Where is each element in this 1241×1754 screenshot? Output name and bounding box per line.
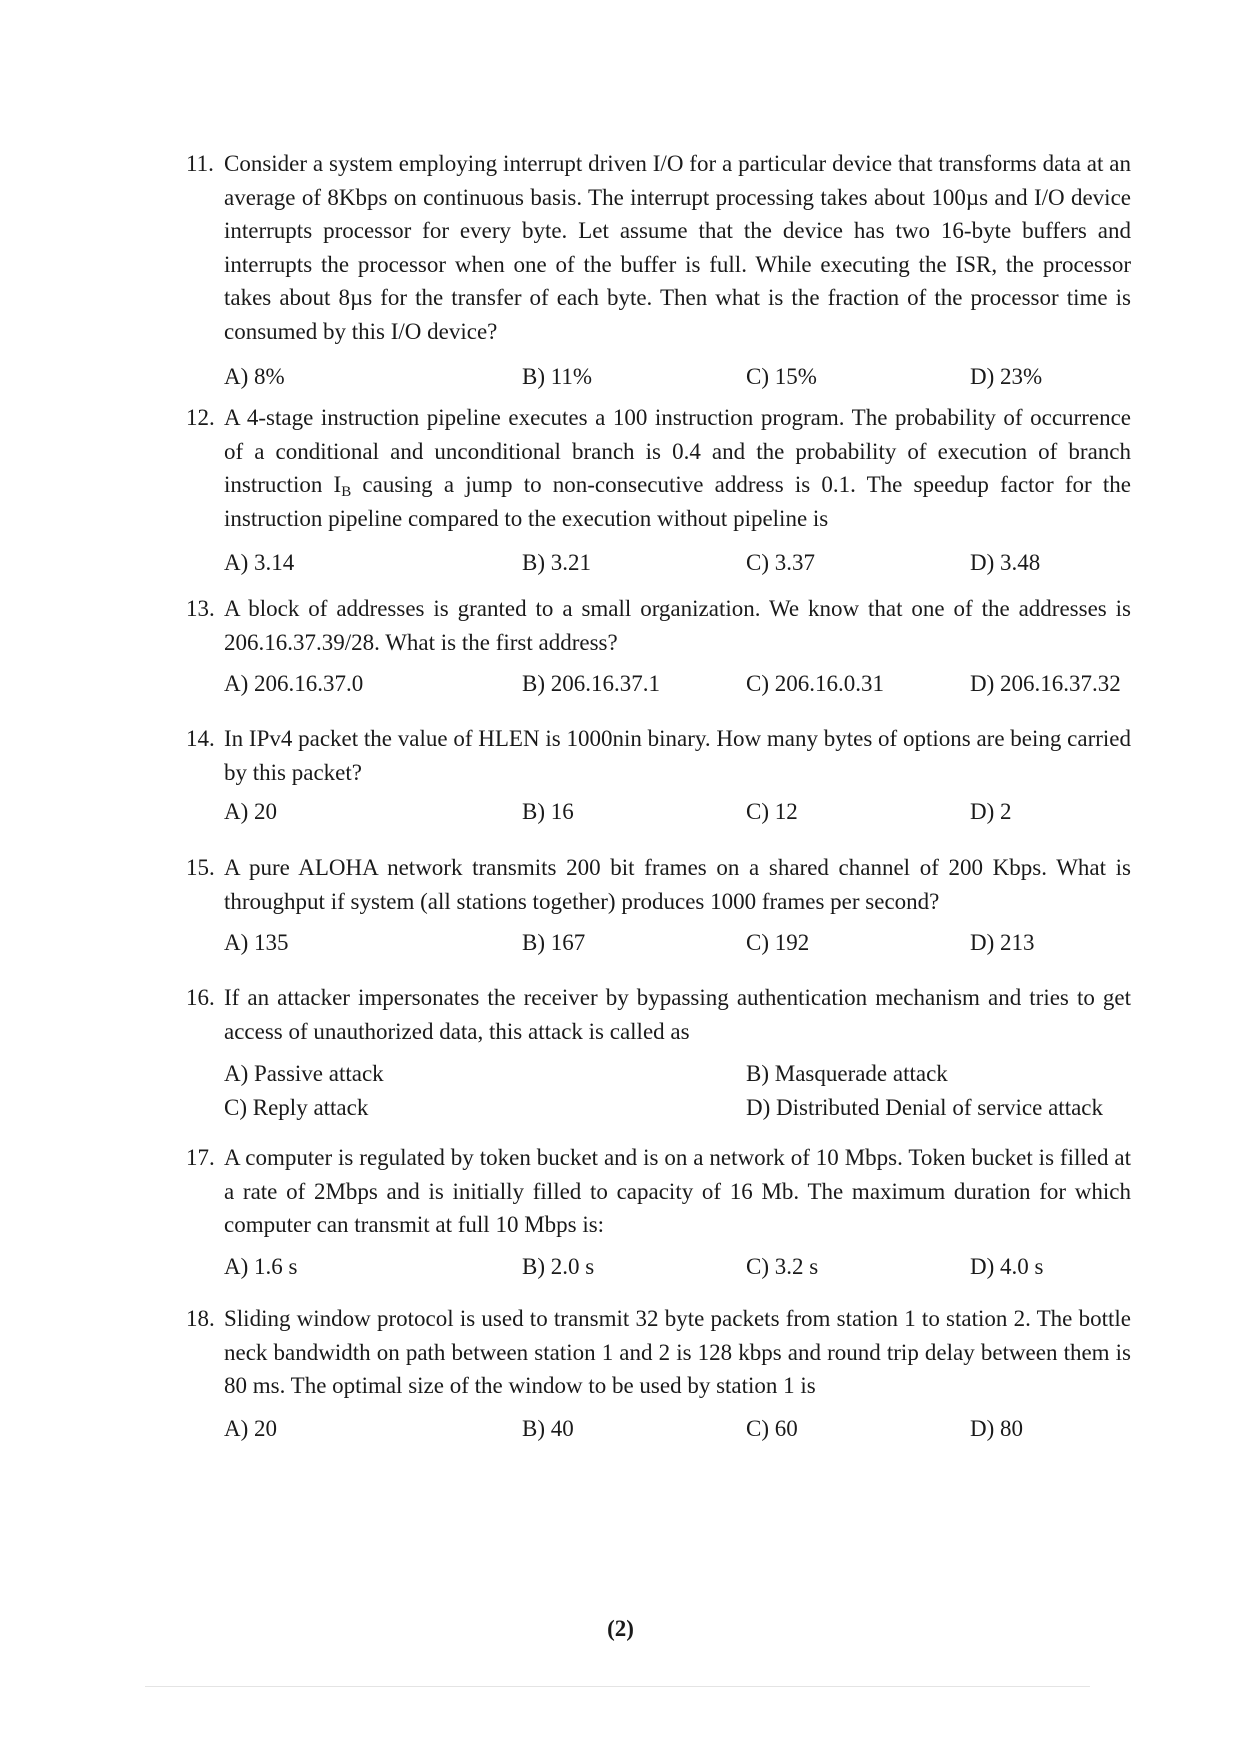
options-row bbox=[224, 926, 1131, 960]
question-number: 16. bbox=[186, 985, 215, 1010]
option-d: D) 3.48 bbox=[970, 550, 1041, 575]
footer-divider bbox=[145, 1686, 1090, 1687]
question-text-part-2: causing a jump to non-consecutive address is 0.1. The speedup factor for the instruction pipeline compared to the execution without pipeline is bbox=[224, 472, 1131, 531]
question-text: Sliding window protocol is used to transmit 32 byte packets from station 1 to station 2. The bottle neck bandwidth on path between station 1 and 2 is 128 kbps and round trip delay between them is 80 ms. The optimal size of the window to be used by station 1 is bbox=[224, 1306, 1131, 1398]
option-c: C) Reply attack bbox=[224, 1094, 369, 1120]
question-text: A pure ALOHA network transmits 200 bit frames on a shared channel of 200 Kbps. What is throughput if system (all stations together) produces 1000 frames per second? bbox=[224, 855, 1131, 914]
question-11 bbox=[186, 147, 1131, 394]
options-row bbox=[224, 1250, 1131, 1284]
question-number: 18. bbox=[186, 1306, 215, 1331]
option-b: B) 11% bbox=[522, 364, 593, 389]
option-b: B) 16 bbox=[522, 799, 574, 824]
option-b: B) 2.0 s bbox=[522, 1253, 595, 1279]
option-c: C) 206.16.0.31 bbox=[746, 671, 884, 696]
option-a: A) 135 bbox=[224, 930, 289, 955]
option-b: B) 3.21 bbox=[522, 550, 591, 575]
option-a: A) 20 bbox=[224, 1415, 278, 1441]
page-number: (2) bbox=[607, 1616, 634, 1641]
option-d: D) Distributed Denial of service attack bbox=[746, 1094, 1104, 1120]
question-18 bbox=[186, 1302, 1131, 1446]
option-d: D) 213 bbox=[970, 930, 1035, 955]
question-number: 13. bbox=[186, 596, 215, 621]
question-16 bbox=[186, 981, 1131, 1125]
option-b: B) 40 bbox=[522, 1415, 574, 1441]
question-text-part-1: A 4-stage instruction pipeline executes a 100 instruction program. The probability of occurrence of a conditional and unconditional branch is 0.4 and the probability of execution of branch instruction I bbox=[224, 405, 1131, 497]
question-12 bbox=[186, 401, 1131, 580]
option-a: A) Passive attack bbox=[224, 1061, 384, 1086]
option-a: A) 8% bbox=[224, 364, 285, 389]
option-c: C) 12 bbox=[746, 799, 798, 824]
option-a: A) 3.14 bbox=[224, 550, 295, 575]
option-d: D) 4.0 s bbox=[970, 1253, 1044, 1279]
option-d: D) 80 bbox=[970, 1415, 1024, 1441]
question-13 bbox=[186, 592, 1131, 701]
question-text: Consider a system employing interrupt driven I/O for a particular device that transforms data at an average of 8Kbps on continuous basis. The interrupt processing takes about 100µs and I/O device interrupts processor for every byte. Let assume that the device has two 16-byte buffers and interrupts the processor when one of the buffer is full. While executing the ISR, the processor takes about 8µs for the transfer of each byte. Then what is the fraction of the processor time is consumed by this I/O device? bbox=[224, 151, 1131, 344]
option-c: C) 192 bbox=[746, 930, 810, 955]
question-text bbox=[224, 401, 1131, 535]
question-number: 11. bbox=[186, 151, 214, 176]
option-a: A) 206.16.37.0 bbox=[224, 671, 364, 696]
option-b: B) Masquerade attack bbox=[746, 1061, 948, 1086]
question-text: A block of addresses is granted to a small organization. We know that one of the addresses is 206.16.37.39/28. What is the first address? bbox=[224, 596, 1131, 655]
option-d: D) 206.16.37.32 bbox=[970, 671, 1121, 696]
options-grid bbox=[224, 1057, 1131, 1125]
question-number: 17. bbox=[186, 1145, 215, 1170]
option-b: B) 206.16.37.1 bbox=[522, 671, 660, 696]
question-number: 15. bbox=[186, 855, 215, 880]
option-c: C) 3.37 bbox=[746, 550, 815, 575]
question-17 bbox=[186, 1141, 1131, 1284]
option-c: C) 15% bbox=[746, 364, 817, 389]
question-15 bbox=[186, 851, 1131, 960]
options-row bbox=[224, 1412, 1131, 1446]
option-a: A) 1.6 s bbox=[224, 1253, 298, 1279]
question-number: 14. bbox=[186, 726, 215, 751]
options-row bbox=[224, 795, 1131, 829]
option-b: B) 167 bbox=[522, 930, 586, 955]
subscript-b: B bbox=[341, 484, 352, 500]
option-d: D) 2 bbox=[970, 799, 1012, 824]
question-text: If an attacker impersonates the receiver by bypassing authentication mechanism and tries to get access of unauthorized data, this attack is called as bbox=[224, 985, 1131, 1044]
question-number: 12. bbox=[186, 405, 215, 430]
options-row bbox=[224, 667, 1131, 701]
options-row bbox=[224, 546, 1131, 580]
options-row bbox=[224, 360, 1131, 394]
question-text: In IPv4 packet the value of HLEN is 1000nin binary. How many bytes of options are being carried by this packet? bbox=[224, 726, 1131, 785]
option-a: A) 20 bbox=[224, 799, 278, 824]
option-d: D) 23% bbox=[970, 364, 1043, 389]
option-c: C) 3.2 s bbox=[746, 1253, 819, 1279]
option-c: C) 60 bbox=[746, 1415, 798, 1441]
question-14 bbox=[186, 722, 1131, 829]
question-text: A computer is regulated by token bucket and is on a network of 10 Mbps. Token bucket is filled at a rate of 2Mbps and is initially filled to capacity of 16 Mb. The maximum duration for which computer can transmit at full 10 Mbps is: bbox=[224, 1145, 1131, 1237]
